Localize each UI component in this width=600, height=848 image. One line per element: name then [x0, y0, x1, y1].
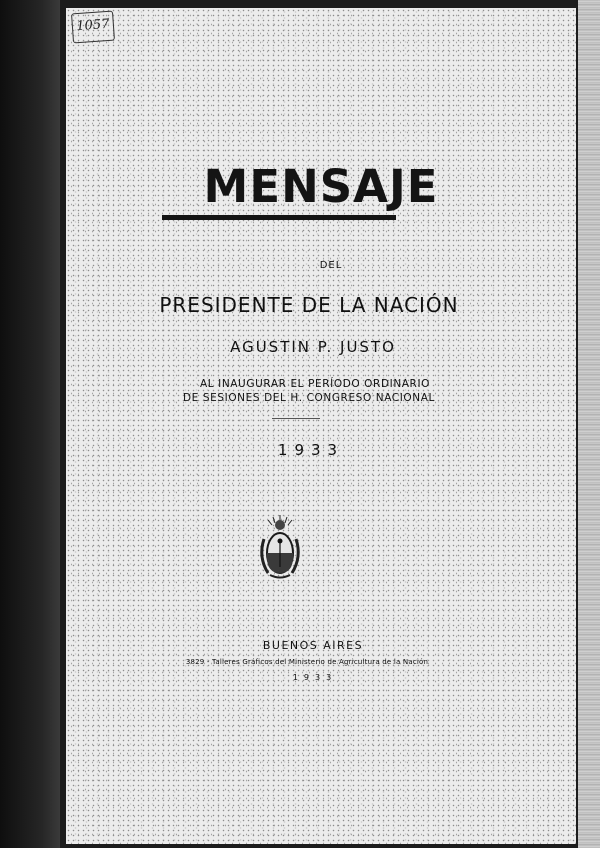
- city-text: BUENOS AIRES: [262, 639, 364, 652]
- handwritten-stamp: 1057: [71, 11, 115, 44]
- document-page: [66, 8, 576, 844]
- occasion-line-1: AL INAUGURAR EL PERÍODO ORDINARIO: [199, 378, 431, 390]
- argentine-coat-of-arms-icon: [254, 513, 306, 581]
- title-underline: [162, 215, 396, 220]
- printer-imprint: 3829 - Talleres Gráficos del Ministerio de Agricultura de la Nación: [185, 658, 429, 666]
- office-title: PRESIDENTE DE LA NACIÓN: [159, 293, 459, 317]
- occasion-line-2: DE SESIONES DEL H. CONGRESO NACIONAL: [183, 392, 435, 404]
- divider: [272, 418, 320, 419]
- print-year: 1933: [292, 673, 338, 682]
- document-year: 1933: [277, 441, 345, 459]
- scan-right-edge: [578, 0, 600, 848]
- document-title: MENSAJE: [203, 160, 439, 213]
- preposition-text: DEL: [319, 260, 343, 271]
- president-name: AGUSTIN P. JUSTO: [230, 338, 396, 356]
- scan-left-edge: [0, 0, 60, 848]
